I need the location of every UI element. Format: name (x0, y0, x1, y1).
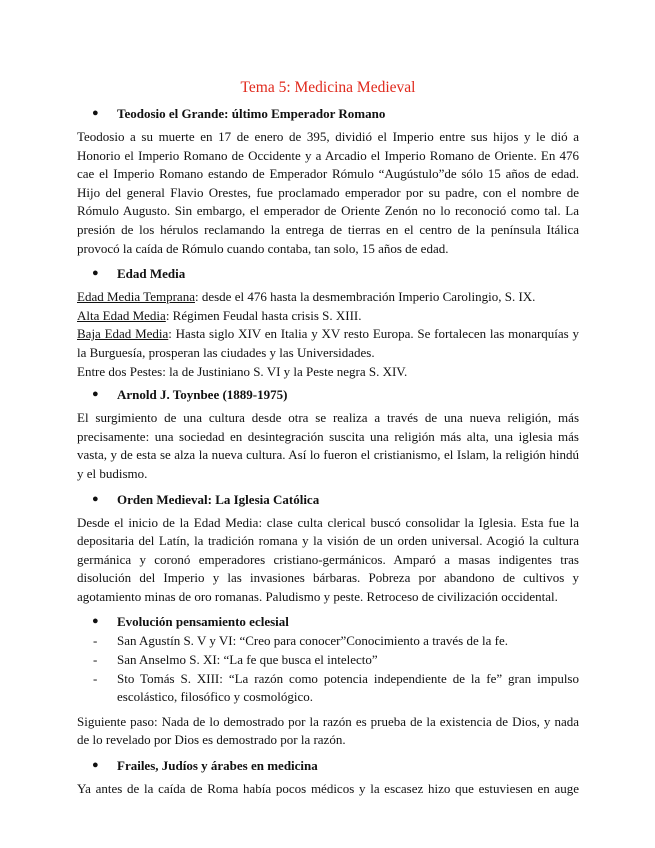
section-heading-teodosio (77, 104, 579, 123)
bullet-icon: ● (92, 492, 99, 505)
definition-text: : Hasta siglo XIV en Italia y XV resto Europa. Se fortalecen las monarquías y la Burguesía, prosperan las ciudades y las Universidades. (77, 326, 579, 360)
section-heading-text: Evolución pensamiento eclesial (117, 614, 289, 630)
bullet-icon: ● (92, 388, 99, 401)
section-heading-text: Arnold J. Toynbee (1889-1975) (117, 387, 288, 403)
paragraph-orden-medieval: Desde el inicio de la Edad Media: clase culta clerical buscó consolidar la Iglesia. Esta fue la depositaria del Latín, la tradición romana y la visión de un orden universal. Acogió la cultura germánica y coronó emperadores cristiano-germánicos. Amparó a masas indigentes tras disolución del Imperio y las invasiones bárbaras. Pobreza por abandono de cultivos y agotamiento minas de oro romanas. Paludismo y peste. Retroceso de civilización occidental. (77, 514, 579, 604)
list-item: - Sto Tomás S. XIII: “La razón como potencia independiente de la fe” gran impulso escolástico, filosófico y cosmológico. (93, 670, 579, 705)
bullet-icon: ● (92, 267, 99, 280)
section-heading-text: Frailes, Judíos y árabes en medicina (117, 758, 318, 774)
page-title: Tema 5: Medicina Medieval (240, 79, 416, 96)
pestes-line: Entre dos Pestes: la de Justiniano S. VI y la Peste negra S. XIV. (77, 363, 408, 379)
dash-icon: - (93, 670, 98, 686)
alta-edad-media-line (77, 307, 579, 326)
evolucion-list (77, 632, 579, 706)
dash-icon: - (93, 652, 98, 668)
definition-text: : Régimen Feudal hasta crisis S. XIII. (165, 307, 362, 323)
section-heading-text: Orden Medieval: La Iglesia Católica (117, 491, 320, 507)
paragraph-siguiente-paso: Siguiente paso: Nada de lo demostrado por la razón es prueba de la existencia de Dios, y nada de lo revelado por Dios es demostrado por la razón. (77, 713, 579, 748)
term-edad-media-temprana: Edad Media Temprana (77, 289, 195, 305)
paragraph-teodosio: Teodosio a su muerte en 17 de enero de 395, dividió el Imperio entre sus hijos y le dió a Honorio el Imperio Romano de Occidente y a Arcadio el Imperio Romano de Oriente. En 476 cae el Imperio Romano estando de Emperador Rómulo “Augústulo”de sólo 15 años de edad. Hijo del general Flavio Orestes, fue proclamado emperador por su padre, con el nombre de Rómulo Augusto. Sin embargo, el emperador de Oriente Zenón no lo reconoció como tal. La presión de los hérulos reclamando la entrega de tierras en el centro de la península Itálica provocó la caída de Rómulo cuando contaba, tan solo, 15 años de edad. (77, 129, 579, 256)
bullet-icon: ● (92, 615, 99, 628)
paragraph-toynbee: El surgimiento de una cultura desde otra se realiza a través de una nueva religión, más precisamente: una sociedad en desintegración suscita una religión más alta, una iglesia más vasta, y de esta se alza la nueva cultura. Así lo fueron el cristianismo, el Islam, la religión hindú y el budismo. (77, 410, 579, 481)
section-heading-text: Teodosio el Grande: último Emperador Romano (117, 106, 386, 121)
section-heading-frailes (77, 756, 579, 775)
paragraph-frailes: Ya antes de la caída de Roma había pocos médicos y la escasez hizo que estuviesen en auge (77, 781, 579, 797)
term-baja-edad-media: Baja Edad Media (77, 326, 169, 342)
baja-edad-media-line (77, 325, 579, 362)
dash-icon: - (93, 633, 98, 649)
bullet-icon: ● (92, 107, 99, 119)
list-item: - San Anselmo S. XI: “La fe que busca el intelecto” (77, 651, 579, 670)
section-heading-evolucion (77, 612, 579, 631)
section-heading-orden-medieval (77, 490, 579, 509)
section-heading-edad-media (77, 264, 579, 283)
term-alta-edad-media: Alta Edad Media (77, 307, 166, 323)
bullet-icon: ● (92, 759, 99, 772)
definition-text: : desde el 476 hasta la desmembración Imperio Carolingio, S. IX. (194, 289, 536, 305)
edad-media-temprana-line (77, 288, 579, 307)
section-heading-toynbee (77, 385, 579, 404)
list-item: - San Agustín S. V y VI: “Creo para conocer”Conocimiento a través de la fe. (77, 632, 579, 651)
section-heading-text: Edad Media (117, 266, 186, 282)
